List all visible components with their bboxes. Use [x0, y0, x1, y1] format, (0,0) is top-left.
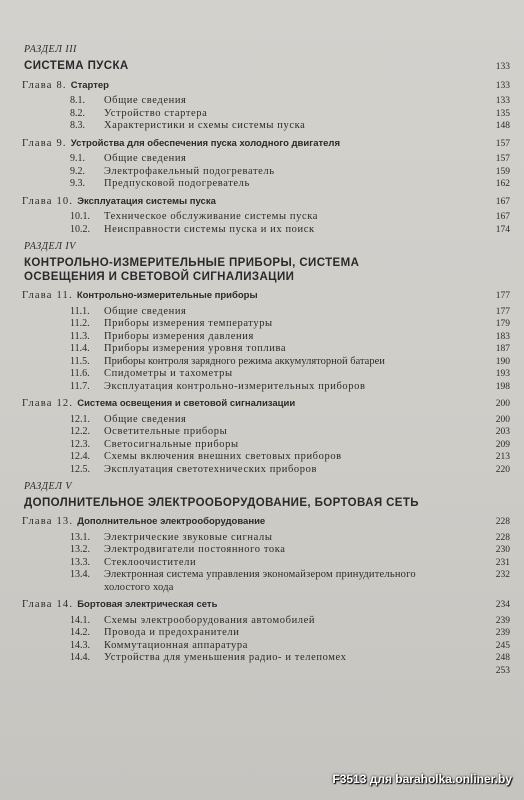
toc-item[interactable] [22, 368, 510, 381]
item-number: 10.2. [70, 223, 90, 235]
page-number: 200 [495, 399, 510, 409]
page-number: 157 [495, 154, 510, 164]
toc-item[interactable] [22, 318, 510, 331]
page-number: 239 [495, 615, 510, 626]
section-5 [22, 481, 510, 677]
toc-item[interactable] [22, 451, 510, 464]
toc-item[interactable] [22, 95, 510, 108]
chapter-row[interactable] [22, 398, 510, 411]
chapter-11 [22, 290, 510, 393]
item-title: Характеристики и схемы системы пуска [104, 120, 306, 131]
page-number: 179 [495, 319, 510, 329]
page-number: 162 [495, 179, 510, 189]
toc-item[interactable] [22, 627, 510, 640]
page-number: 159 [495, 166, 510, 177]
chapter-12 [22, 398, 510, 476]
page-number: 135 [495, 108, 510, 119]
toc-item[interactable] [22, 532, 510, 545]
section-page: 133 [495, 62, 510, 72]
page-number: 203 [495, 427, 510, 437]
toc-item[interactable] [22, 557, 510, 570]
item-number: 11.3. [70, 330, 90, 342]
chapter-row[interactable] [22, 80, 510, 93]
page-number: 248 [495, 653, 510, 663]
chapter-row[interactable] [22, 599, 510, 612]
toc-item[interactable] [22, 615, 510, 628]
item-number: 11.1. [70, 305, 90, 317]
toc-item[interactable] [22, 224, 510, 237]
section-3 [22, 44, 510, 236]
item-number: 9.2. [70, 165, 85, 177]
chapter-number: Глава 10. [22, 195, 74, 207]
item-number: 8.3. [70, 120, 85, 131]
chapter-row[interactable] [22, 138, 510, 151]
toc-item[interactable] [22, 439, 510, 452]
page-number: 230 [495, 545, 510, 555]
item-title: Эксплуатация контрольно-измерительных приборов [104, 380, 366, 392]
item-title: Общие сведения [104, 95, 187, 106]
item-number: 13.3. [70, 556, 90, 568]
item-title: Эксплуатация светотехнических приборов [104, 463, 318, 475]
page-number: 187 [495, 344, 510, 354]
page-number: 167 [495, 212, 510, 222]
item-title: Приборы измерения давления [104, 330, 254, 342]
page-number: 245 [495, 640, 510, 651]
toc-item[interactable] [22, 153, 510, 166]
item-title: Устройства для уменьшения радио- и телепомех [104, 652, 347, 663]
item-number: 11.2. [70, 318, 90, 329]
page-number: 133 [495, 96, 510, 106]
item-number: 14.1. [70, 614, 90, 626]
page-number: 133 [495, 80, 510, 91]
chapter-title: Стартер [70, 79, 109, 91]
section-title: ДОПОЛНИТЕЛЬНОЕ ЭЛЕКТРООБОРУДОВАНИЕ, БОРТОВАЯ СЕТЬ [24, 497, 419, 509]
toc-item[interactable] [22, 108, 510, 121]
item-title: Техническое обслуживание системы пуска [104, 211, 319, 222]
item-title: Осветительные приборы [104, 426, 228, 437]
toc-item[interactable] [22, 120, 510, 133]
toc-item[interactable] [22, 381, 510, 394]
item-title: Схемы включения внешних световых приборов [104, 451, 342, 462]
item-number: 11.7. [70, 380, 90, 392]
chapter-row[interactable] [22, 196, 510, 209]
item-title: Электронная система управления экономайзером принудительного холостого хода [104, 569, 416, 593]
page-number: 228 [495, 532, 510, 543]
item-number: 13.1. [70, 531, 90, 543]
item-number: 11.4. [70, 343, 90, 354]
item-number: 14.2. [70, 627, 90, 638]
item-title: Устройство стартера [104, 107, 208, 119]
page-number: 183 [495, 331, 510, 342]
page-number: 177 [495, 306, 510, 317]
chapter-13 [22, 516, 510, 594]
toc-item[interactable] [22, 166, 510, 179]
toc-item[interactable] [22, 640, 510, 653]
toc-item[interactable] [22, 211, 510, 224]
chapter-number: Глава 14. [22, 599, 74, 610]
page-number: 193 [495, 369, 510, 379]
toc-item[interactable] [22, 652, 510, 665]
toc-item[interactable] [22, 343, 510, 356]
item-title: Приборы измерения температуры [104, 318, 273, 329]
chapter-9 [22, 138, 510, 191]
item-title: Схемы электрооборудования автомобилей [104, 614, 316, 626]
item-title: Электродвигатели постоянного тока [104, 544, 286, 555]
item-number: 12.4. [70, 451, 90, 462]
section-label: РАЗДЕЛ IV [24, 241, 76, 252]
page-number: 228 [495, 517, 510, 527]
item-title: Электрические звуковые сигналы [104, 531, 273, 543]
page-number: 198 [495, 381, 510, 392]
page-number: 232 [495, 570, 510, 580]
chapter-number: Глава 8. [22, 79, 67, 91]
watermark: F3513 для baraholka.onliner.by [332, 772, 512, 786]
item-number: 9.1. [70, 153, 85, 164]
page-number: 253 [495, 665, 510, 676]
page-number: 148 [495, 121, 510, 131]
toc-item[interactable] [22, 464, 510, 477]
page-number: 190 [495, 356, 510, 367]
section-4 [22, 241, 510, 476]
toc-item[interactable] [22, 544, 510, 557]
page-number: 209 [495, 439, 510, 450]
item-title: Электрофакельный подогреватель [104, 165, 275, 177]
item-title: Приборы измерения уровня топлива [104, 343, 287, 354]
section-title: СИСТЕМА ПУСКА [24, 60, 129, 72]
item-number: 13.4. [70, 569, 90, 580]
item-title: Коммутационная аппаратура [104, 639, 248, 651]
chapter-row[interactable] [22, 516, 510, 529]
toc-item[interactable] [22, 178, 510, 191]
page-number: 157 [495, 138, 510, 149]
page-number: 220 [495, 464, 510, 475]
section-title: КОНТРОЛЬНО-ИЗМЕРИТЕЛЬНЫЕ ПРИБОРЫ, СИСТЕМА ОСВЕЩЕНИЯ И СВЕТОВОЙ СИГНАЛИЗАЦИИ [24, 257, 360, 283]
item-title: Провода и предохранители [104, 627, 240, 638]
toc-item[interactable] [22, 306, 510, 319]
page-number: 174 [495, 224, 510, 235]
item-number: 12.2. [70, 426, 90, 437]
chapter-title: Устройства для обеспечения пуска холодного двигателя [70, 137, 340, 149]
chapter-number: Глава 13. [22, 516, 74, 527]
item-title: Общие сведения [104, 153, 187, 164]
item-number: 14.3. [70, 639, 90, 651]
item-number: 9.3. [70, 178, 85, 189]
item-title: Спидометры и тахометры [104, 368, 233, 379]
chapter-title: Дополнительное электрооборудование [77, 516, 266, 527]
toc-item[interactable] [22, 426, 510, 439]
toc-item[interactable] [22, 356, 510, 369]
item-number: 13.2. [70, 544, 90, 555]
page-number: 167 [495, 196, 510, 207]
toc-item[interactable] [22, 414, 510, 427]
toc-item[interactable] [22, 331, 510, 344]
page-number: 234 [495, 600, 510, 610]
chapter-title: Эксплуатация системы пуска [77, 195, 216, 207]
item-number: 14.4. [70, 652, 90, 663]
page-number: 231 [495, 557, 510, 568]
page-number: 239 [495, 628, 510, 638]
section-label: РАЗДЕЛ III [24, 44, 77, 55]
item-number: 11.5. [70, 355, 90, 367]
item-title: Приборы контроля зарядного режима аккумуляторной батареи [104, 355, 385, 367]
item-title: Общие сведения [104, 305, 187, 317]
item-number: 11.6. [70, 368, 90, 379]
chapter-10 [22, 196, 510, 237]
section-label: РАЗДЕЛ V [24, 481, 73, 492]
chapter-row[interactable] [22, 290, 510, 303]
toc-item[interactable] [22, 569, 510, 594]
item-title: Общие сведения [104, 413, 187, 425]
chapter-8 [22, 80, 510, 133]
item-title: Предпусковой подогреватель [104, 178, 250, 189]
item-title: Светосигнальные приборы [104, 438, 239, 450]
chapter-title: Система освещения и световой сигнализации [77, 398, 296, 409]
chapter-number: Глава 9. [22, 137, 67, 149]
item-number: 10.1. [70, 211, 90, 222]
page-number: 213 [495, 452, 510, 462]
chapter-title: Бортовая электрическая сеть [77, 599, 218, 610]
item-number: 8.2. [70, 107, 85, 119]
page-number: 200 [495, 414, 510, 425]
item-title: Стеклоочистители [104, 556, 197, 568]
item-number: 12.3. [70, 438, 90, 450]
item-number: 12.1. [70, 413, 90, 425]
item-number: 12.5. [70, 463, 90, 475]
chapter-number: Глава 11. [22, 290, 73, 301]
chapter-14 [22, 599, 510, 677]
page-number: 177 [495, 291, 510, 301]
chapter-title: Контрольно-измерительные приборы [76, 290, 258, 301]
item-title: Неисправности системы пуска и их поиск [104, 223, 315, 235]
chapter-number: Глава 12. [22, 398, 74, 409]
item-number: 8.1. [70, 95, 85, 106]
toc-item [22, 665, 510, 678]
